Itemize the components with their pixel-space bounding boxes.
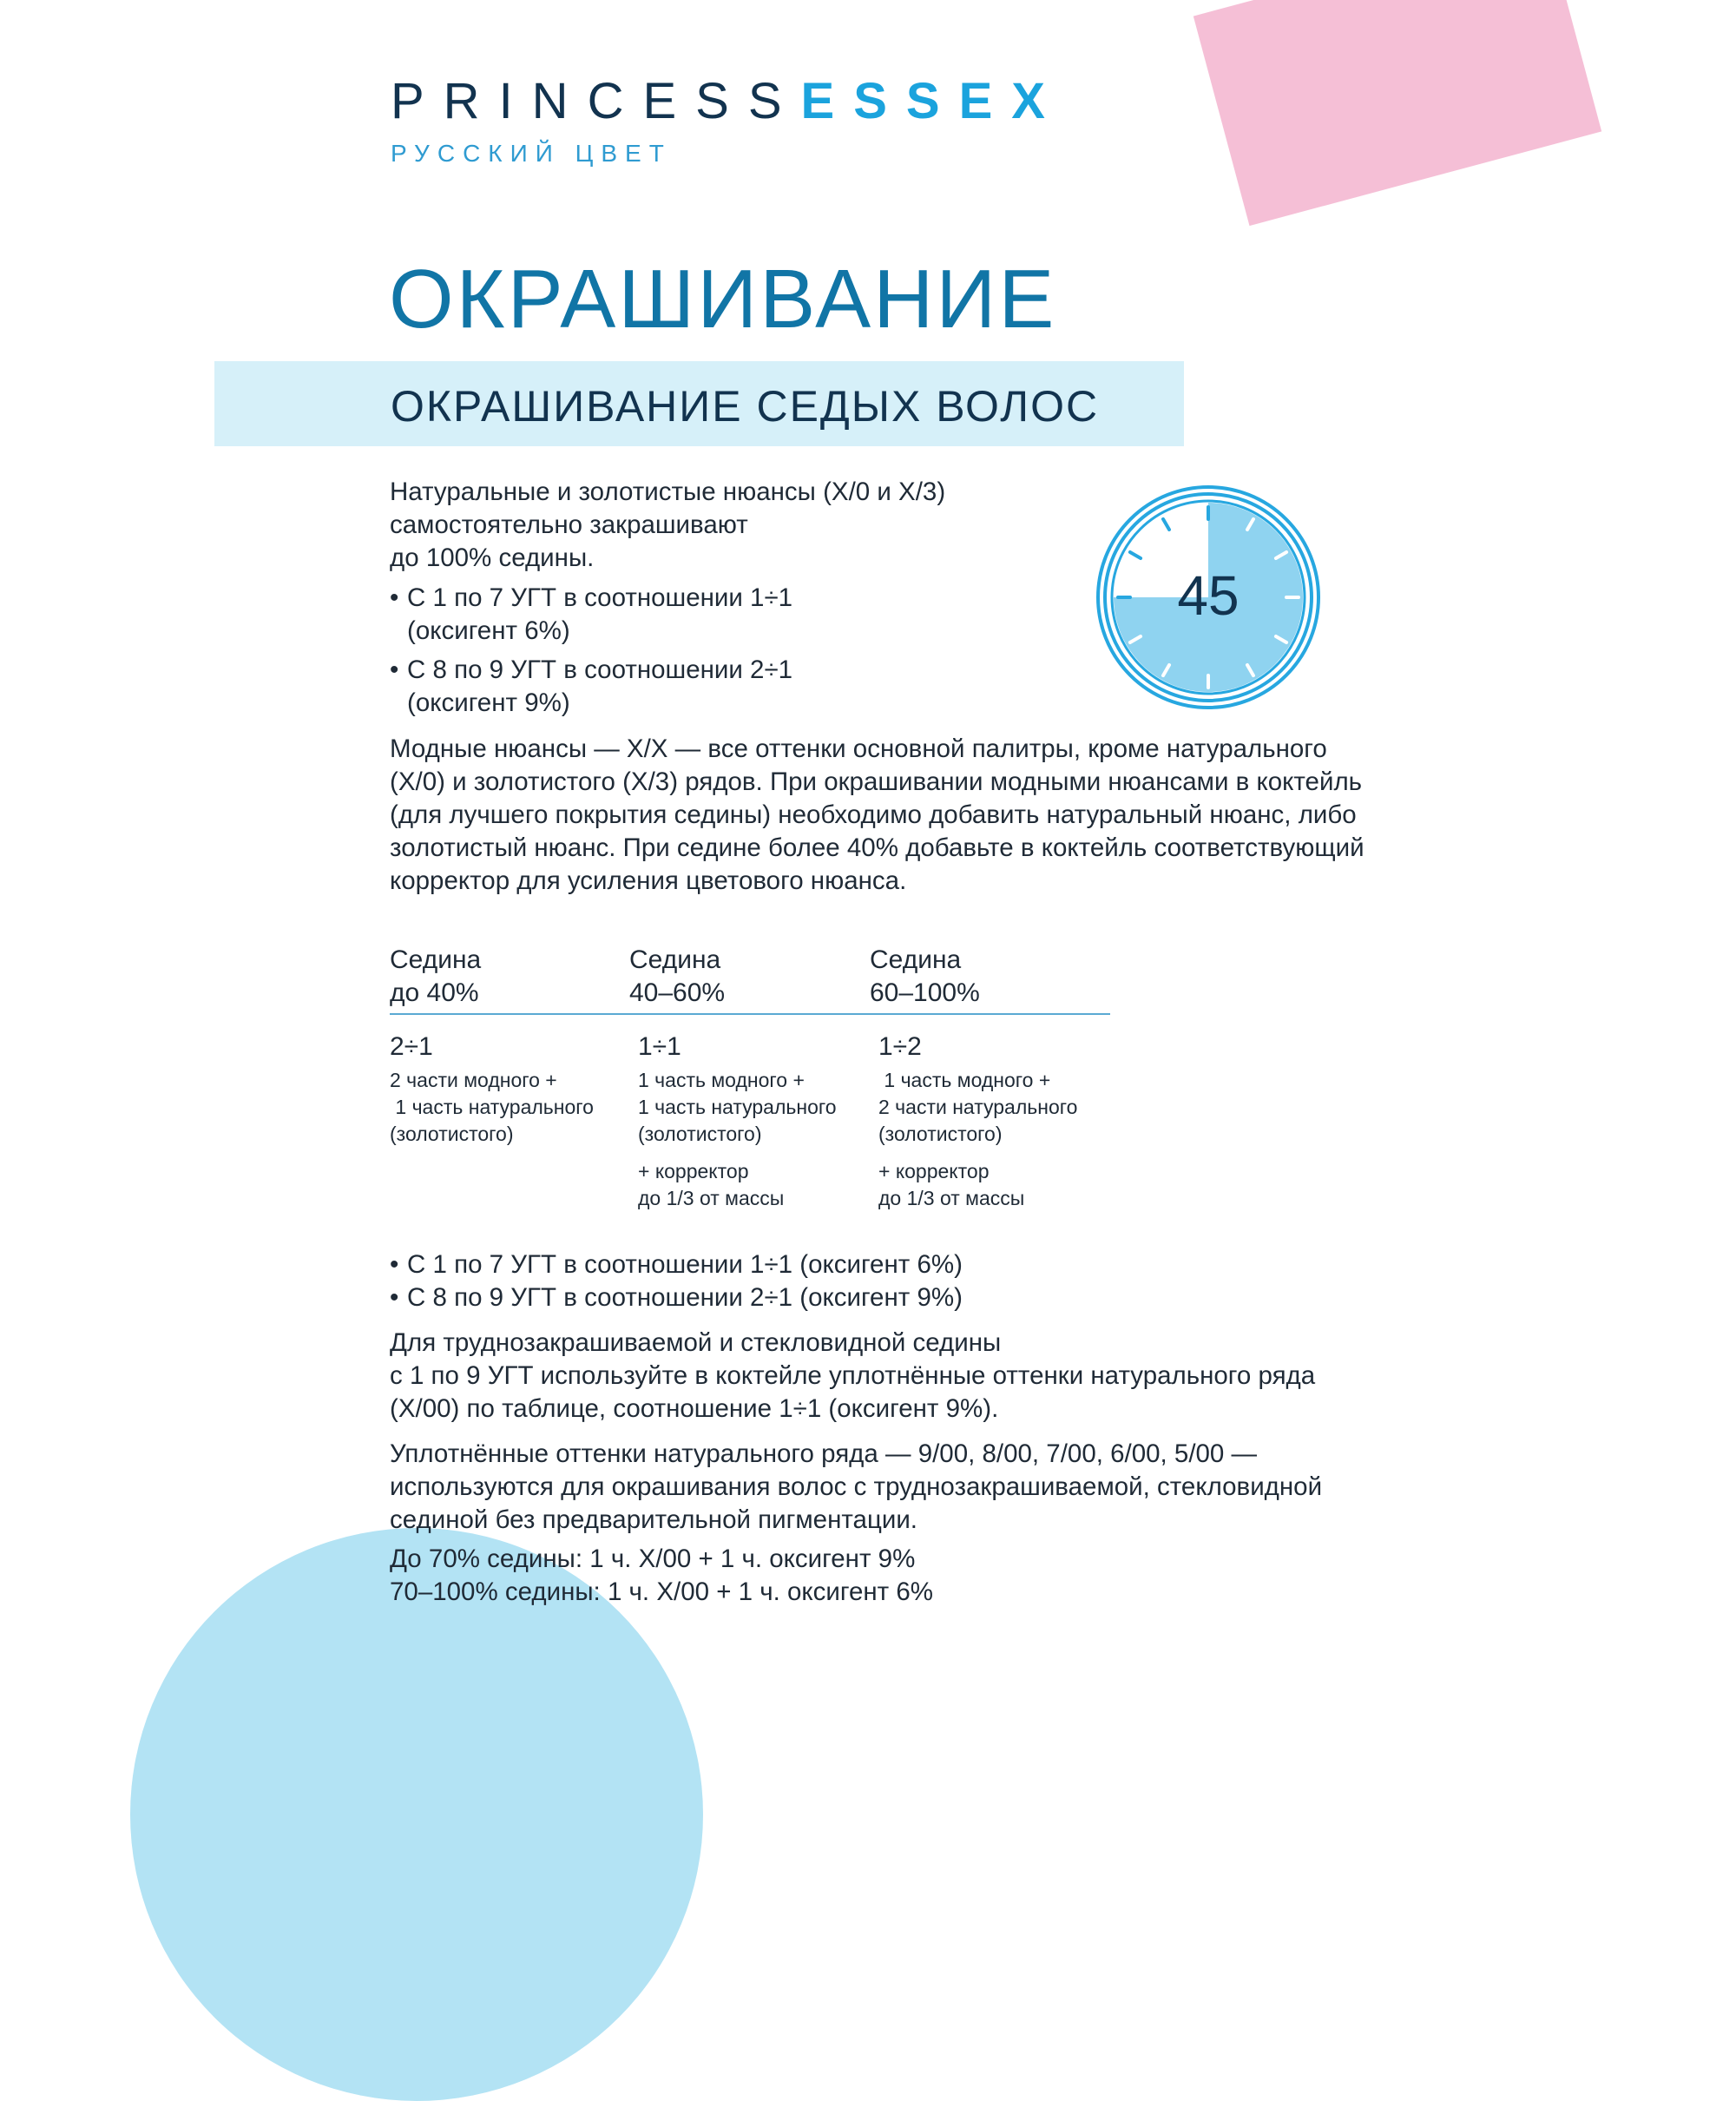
blue-decor-circle bbox=[130, 1528, 703, 2101]
header-line: до 40% bbox=[390, 978, 479, 1007]
mix-ratio: 2÷1 bbox=[390, 1032, 433, 1061]
bullet-dot: • bbox=[390, 1283, 399, 1312]
page-title: ОКРАШИВАНИЕ bbox=[389, 253, 1057, 346]
timer-clock-icon bbox=[1095, 484, 1321, 710]
cell-line: 1 часть натурального bbox=[638, 1096, 837, 1118]
header-line: Седина bbox=[629, 945, 721, 974]
brand-tagline: РУССКИЙ ЦВЕТ bbox=[391, 140, 672, 167]
mix-description bbox=[638, 1067, 837, 1148]
corrector-note bbox=[638, 1158, 837, 1212]
bullet-line: (оксигент 9%) bbox=[407, 688, 570, 717]
table-cell bbox=[638, 1031, 837, 1212]
table-cell bbox=[878, 1031, 1077, 1212]
table-header bbox=[870, 944, 980, 1010]
ratio-line: До 70% седины: 1 ч. X/00 + 1 ч. оксигент 9% bbox=[390, 1544, 916, 1573]
bullet-dot: • bbox=[390, 1250, 399, 1279]
brand-name-part1: PRINCESS bbox=[391, 73, 801, 129]
mix-ratio: 1÷1 bbox=[638, 1032, 681, 1061]
paragraph-line: используются для окрашивания волос с труднозакрашиваемой, стекловидной bbox=[390, 1472, 1323, 1501]
header-line: 60–100% bbox=[870, 978, 980, 1007]
table-cell bbox=[390, 1031, 594, 1148]
cell-line: 1 часть модного + bbox=[878, 1069, 1051, 1091]
paragraph-line: (X/0) и золотистого (X/3) рядов. При окрашивании модными нюансами в коктейль bbox=[390, 767, 1363, 796]
bullet-dot: • bbox=[390, 655, 399, 684]
mix-description bbox=[878, 1067, 1077, 1148]
cell-line: (золотистого) bbox=[390, 1123, 514, 1145]
paragraph-line: с 1 по 9 УГТ используйте в коктейле уплотнённые оттенки натурального ряда bbox=[390, 1361, 1316, 1390]
intro-paragraph bbox=[390, 476, 945, 575]
paragraph-line: (для лучшего покрытия седины) необходимо добавить натуральный нюанс, либо bbox=[390, 800, 1357, 829]
bullet-line: С 8 по 9 УГТ в соотношении 2÷1 bbox=[407, 655, 793, 684]
cell-line: до 1/3 от массы bbox=[878, 1187, 1025, 1209]
paragraph-line: (X/00) по таблице, соотношение 1÷1 (оксигент 9%). bbox=[390, 1394, 999, 1423]
bullet-line: (оксигент 6%) bbox=[407, 616, 570, 645]
cell-line: 1 часть модного + bbox=[638, 1069, 805, 1091]
cell-line: 2 части натурального bbox=[878, 1096, 1078, 1118]
intro-line: самостоятельно закрашивают bbox=[390, 510, 748, 539]
table-header bbox=[390, 944, 481, 1010]
table-divider bbox=[390, 1013, 1110, 1015]
cell-line: (золотистого) bbox=[878, 1123, 1003, 1145]
cell-line: (золотистого) bbox=[638, 1123, 762, 1145]
paragraph-line: Уплотнённые оттенки натурального ряда — 9/00, 8/00, 7/00, 6/00, 5/00 — bbox=[390, 1439, 1258, 1468]
cell-line: 2 части модного + bbox=[390, 1069, 557, 1091]
paragraph-line: Модные нюансы — X/X — все оттенки основной палитры, кроме натурального bbox=[390, 734, 1327, 763]
corrector-note bbox=[878, 1158, 1077, 1212]
modern-shades-paragraph bbox=[390, 733, 1466, 898]
bullet-line: С 8 по 9 УГТ в соотношении 2÷1 (оксигент 9%) bbox=[407, 1283, 963, 1312]
ratio-line: 70–100% седины: 1 ч. X/00 + 1 ч. оксигент 6% bbox=[390, 1577, 934, 1606]
hard-gray-paragraph bbox=[390, 1327, 1466, 1426]
mix-description bbox=[390, 1067, 594, 1148]
brand-logo bbox=[391, 74, 1064, 168]
bullet-dot: • bbox=[390, 583, 399, 612]
brand-name-part2: ESSEX bbox=[800, 73, 1064, 129]
brand-name bbox=[391, 74, 1064, 129]
cell-line: + корректор bbox=[638, 1160, 749, 1182]
paragraph-line: золотистый нюанс. При седине более 40% добавьте в коктейль соответствующий bbox=[390, 833, 1364, 862]
paragraph-line: корректор для усиления цветового нюанса. bbox=[390, 866, 907, 895]
header-line: Седина bbox=[870, 945, 962, 974]
cell-line: до 1/3 от массы bbox=[638, 1187, 785, 1209]
paragraph-line: сединой без предварительной пигментации. bbox=[390, 1505, 917, 1534]
cell-line: 1 часть натурального bbox=[390, 1096, 594, 1118]
intro-line: Натуральные и золотистые нюансы (X/0 и X/3) bbox=[390, 478, 946, 506]
header-line: 40–60% bbox=[629, 978, 726, 1007]
mix-ratio: 1÷2 bbox=[878, 1032, 922, 1061]
bullet-line: С 1 по 7 УГТ в соотношении 1÷1 (оксигент 6%) bbox=[407, 1250, 963, 1279]
section-subtitle: ОКРАШИВАНИЕ СЕДЫХ ВОЛОС bbox=[391, 382, 1100, 431]
dense-shades-paragraph bbox=[390, 1438, 1466, 1537]
cell-line: + корректор bbox=[878, 1160, 990, 1182]
table-header bbox=[629, 944, 725, 1010]
pink-decor-shape bbox=[1194, 0, 1601, 226]
intro-line: до 100% седины. bbox=[390, 543, 595, 572]
final-ratios bbox=[390, 1543, 933, 1609]
header-line: Седина bbox=[390, 945, 482, 974]
timer-minutes: 45 bbox=[1177, 564, 1240, 627]
paragraph-line: Для труднозакрашиваемой и стекловидной седины bbox=[390, 1328, 1002, 1357]
bullet-line: С 1 по 7 УГТ в соотношении 1÷1 bbox=[407, 583, 793, 612]
